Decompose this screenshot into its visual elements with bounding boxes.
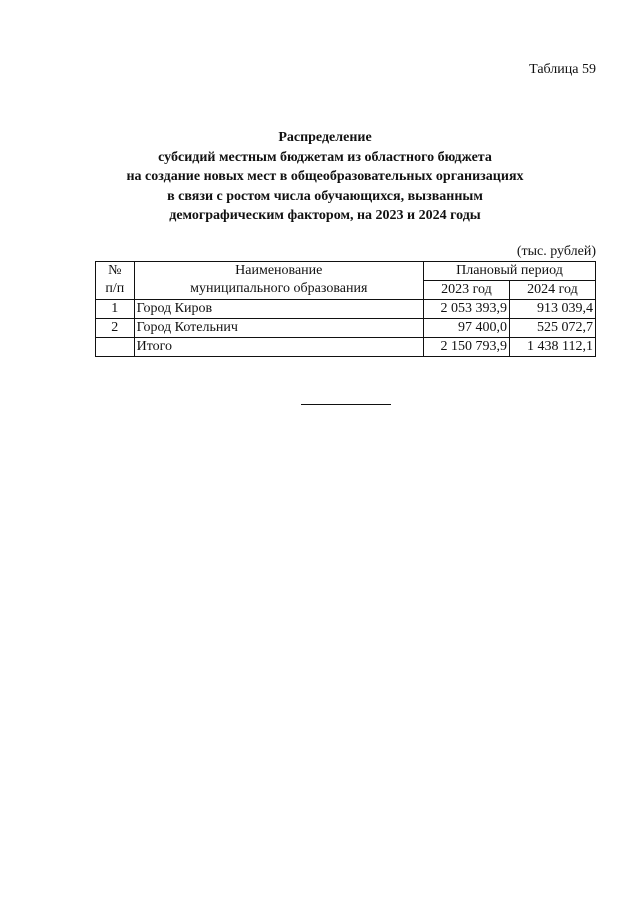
total-label: Итого [134,338,423,357]
footer-divider [301,404,391,405]
title-line: в связи с ростом числа обучающихся, вызванным [167,188,483,204]
value-2023: 2 053 393,9 [423,300,509,319]
row-number: 1 [96,300,135,319]
total-2024: 1 438 112,1 [509,338,595,357]
title-line: субсидий местным бюджетам из областного бюджета [158,149,492,165]
header-name [134,262,423,300]
value-2024: 913 039,4 [509,300,595,319]
value-2023: 97 400,0 [423,319,509,338]
header-period: Плановый период [423,262,595,281]
subsidy-table [95,261,596,357]
total-number [96,338,135,357]
municipality-name: Город Киров [134,300,423,319]
table-row [96,300,596,319]
header-number-line2: п/п [105,281,125,296]
header-name-line2: муниципального образования [190,281,368,296]
table-number: Таблица 59 [529,62,596,77]
total-2023: 2 150 793,9 [423,338,509,357]
title-line: Распределение [278,130,372,145]
table-header-row [96,262,596,281]
total-row [96,338,596,357]
table-row [96,319,596,338]
header-year-2024: 2024 год [509,281,595,300]
header-number [96,262,135,300]
header-name-line1: Наименование [235,263,323,278]
units-label: (тыс. рублей) [516,244,596,259]
title-line: на создание новых мест в общеобразовательных организациях [126,169,524,184]
value-2024: 525 072,7 [509,319,595,338]
municipality-name: Город Котельнич [134,319,423,338]
header-year-2023: 2023 год [423,281,509,300]
row-number: 2 [96,319,135,338]
header-number-line1: № [108,263,122,278]
title-line: демографическим фактором, на 2023 и 2024 годы [169,208,481,223]
document-title [80,128,570,226]
